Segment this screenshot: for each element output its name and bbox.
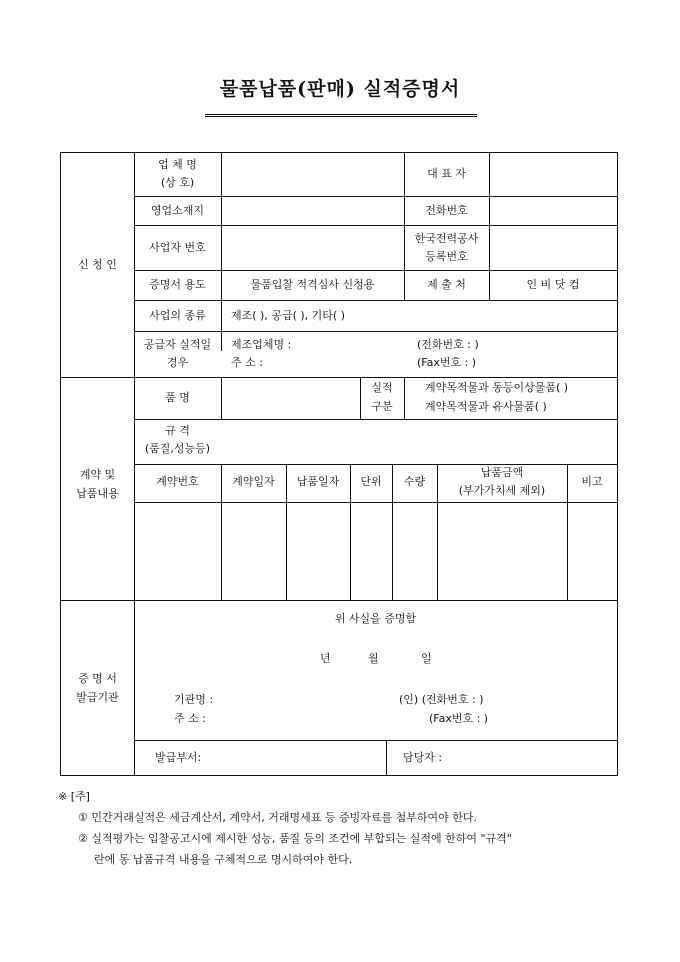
divider (386, 740, 387, 775)
divider (134, 331, 617, 332)
supplier-label-sub: 경우 (166, 356, 189, 369)
column-header: 납품금액 (480, 466, 524, 479)
kepco-label: 한국전력공사 (414, 232, 479, 245)
column-header-sub: (부가가치세 제외) (458, 484, 546, 497)
maker-fax-label: (Fax번호 : ) (417, 356, 477, 369)
biz-number-label: 사업자 번호 (149, 241, 206, 254)
issuing-dept-label: 발급부서: (155, 751, 202, 764)
divider (134, 300, 617, 301)
divider (221, 153, 222, 351)
divider (61, 600, 617, 601)
divider (134, 196, 617, 197)
date-year-label: 년 (320, 652, 331, 665)
column-header: 계약번호 (156, 475, 199, 488)
notes (58, 786, 664, 870)
notes-header: ※ [주] (58, 790, 90, 803)
form-table (60, 152, 618, 776)
submit-to-value: 인 비 닷 컴 (526, 278, 580, 291)
supplier-label: 공급자 실적일 (143, 338, 212, 351)
maker-address-label: 주 소 : (231, 356, 263, 369)
contract-section-label: 계약 및 (79, 468, 116, 481)
issuer-section-label: 증 명 서 (78, 672, 117, 685)
perf-option-similar: 계약목적물과 유사물품( ) (425, 400, 547, 413)
date-month-label: 월 (368, 652, 379, 665)
column-header: 계약일자 (232, 475, 275, 488)
submit-to-label: 제 출 처 (427, 278, 466, 291)
divider (61, 377, 617, 378)
divider (221, 377, 222, 419)
column-header: 비고 (581, 475, 603, 488)
maker-name-label: 제조업체명 : (231, 338, 292, 351)
divider (134, 502, 617, 503)
company-name-label: 업 체 명 (158, 158, 197, 171)
manager-label: 담당자 : (403, 751, 443, 764)
column-header: 납품일자 (296, 475, 340, 488)
perf-type-label: 실적 (371, 381, 393, 394)
column-header: 수량 (403, 475, 426, 488)
purpose-value: 물품입찰 적격심사 신청용 (250, 278, 375, 291)
note-item: 란에 동 납품규격 내용을 구체적으로 명시하여야 한다. (94, 853, 353, 866)
ceo-label: 대 표 자 (427, 167, 466, 180)
address-label: 영업소재지 (150, 204, 205, 217)
org-address-label: 주 소 : (174, 712, 206, 725)
biz-type-value: 제조( ), 공급( ), 기타( ) (231, 309, 345, 322)
spec-label-sub: (품질,성능등) (144, 442, 211, 455)
issuer-section-label-sub: 발급기관 (76, 691, 119, 704)
divider (134, 270, 617, 271)
certify-statement: 위 사실을 증명함 (334, 612, 417, 625)
divider (404, 377, 405, 419)
company-name-sub-label: (상 호) (160, 176, 195, 189)
date-day-label: 일 (421, 652, 432, 665)
column-header: 단위 (360, 475, 382, 488)
purpose-label: 증명서 용도 (149, 278, 206, 291)
title-underline (205, 114, 477, 120)
contract-section-label-sub: 납품내용 (76, 487, 119, 500)
note-item: ② 실적평가는 입찰공고시에 제시한 성능, 품질 등의 조건에 부합되는 실적에 한하여 "규격" (78, 832, 512, 845)
divider (134, 225, 617, 226)
divider (134, 419, 617, 420)
spec-label: 규 격 (165, 424, 190, 437)
note-item: ① 민간거래실적은 세금계산서, 계약서, 거래명세표 등 증빙자료를 첨부하여야 한다. (78, 811, 477, 824)
perf-type-label-sub: 구분 (371, 400, 393, 413)
item-name-label: 품 명 (165, 391, 190, 404)
perf-option-equivalent: 계약목적물과 동등이상물품( ) (425, 381, 569, 394)
biz-type-label: 사업의 종류 (149, 309, 206, 322)
org-name-label: 기관명 : (174, 693, 214, 706)
org-seal-phone-label: (인) (전화번호 : ) (399, 693, 484, 706)
page-title: 물품납품(판매) 실적증명서 (219, 78, 461, 100)
org-fax-label: (Fax번호 : ) (429, 712, 489, 725)
divider (134, 740, 617, 741)
kepco-reg-label: 등록번호 (425, 250, 468, 263)
maker-phone-label: (전화번호 : ) (417, 338, 479, 351)
phone-label: 전화번호 (425, 204, 468, 217)
applicant-section-label: 신 청 인 (78, 258, 117, 271)
